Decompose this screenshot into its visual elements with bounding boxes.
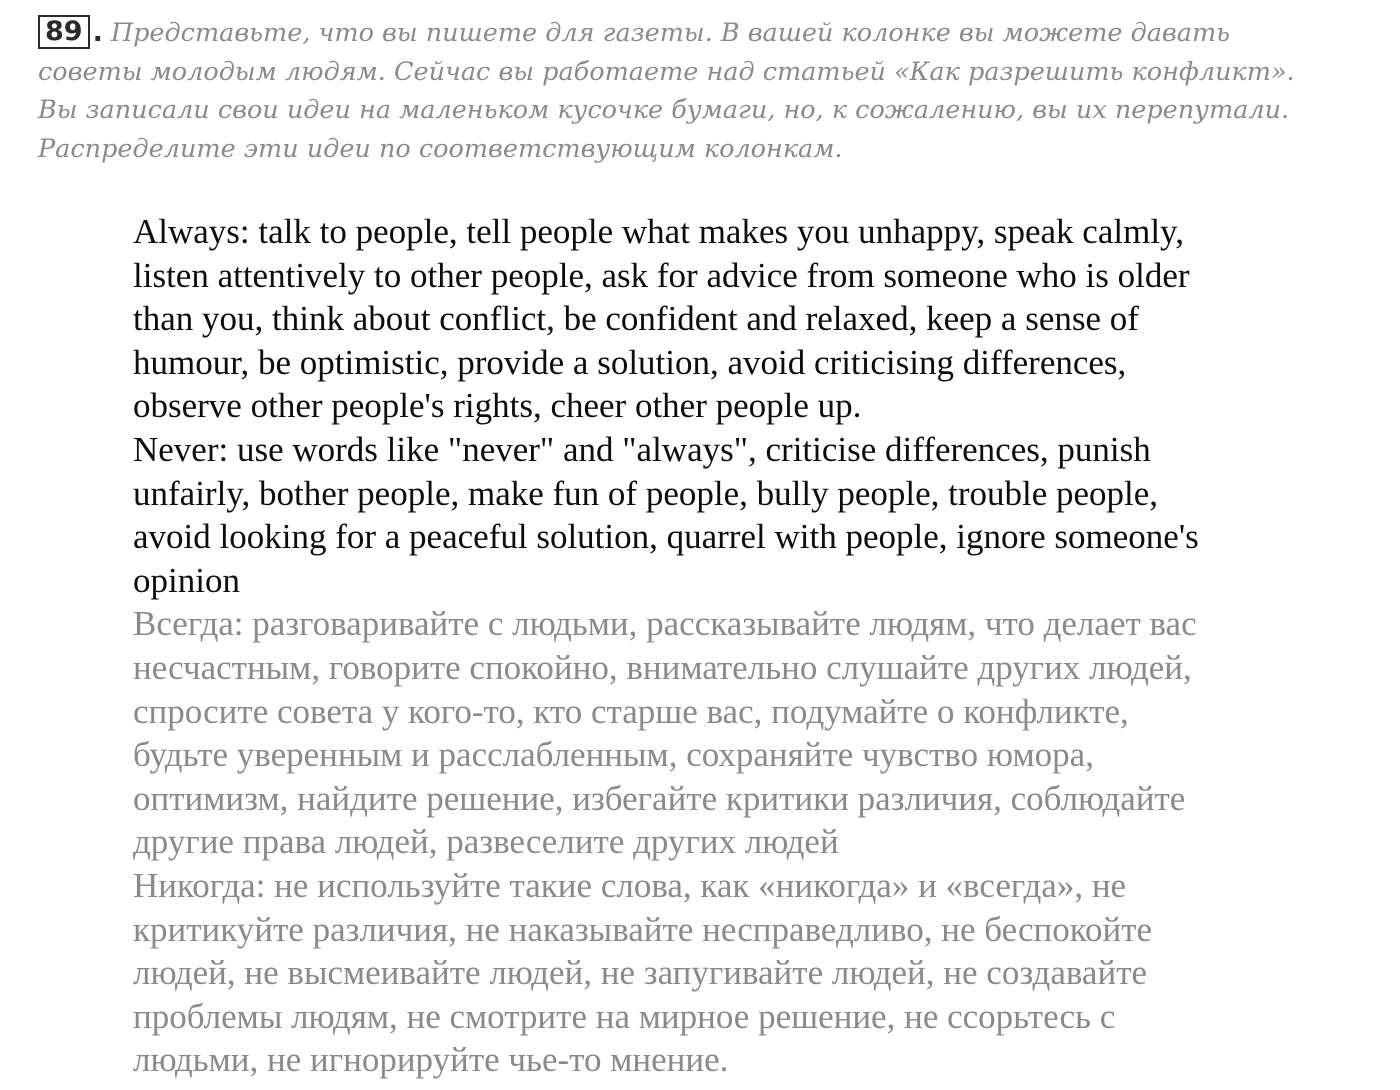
english-answer-line: humour, be optimistic, provide a solution, avoid criticising differences, (133, 342, 1127, 382)
task-text-line: Представьте, что вы пишете для газеты. В вашей колонке вы можете давать (110, 18, 1231, 48)
russian-translation-line: критикуйте различия, не наказывайте несправедливо, не беспокойте (133, 909, 1153, 949)
english-answer-line: avoid looking for a peaceful solution, quarrel with people, ignore someone's (133, 517, 1199, 557)
english-answer-line: Never: use words like "never" and "always", criticise differences, punish (133, 429, 1151, 469)
task-number-box: 89 (38, 15, 90, 49)
russian-translation-line: Никогда: не используйте такие слова, как «никогда» и «всегда», не (133, 865, 1127, 905)
russian-translation-line: несчастным, говорите спокойно, внимательно слушайте других людей, (133, 647, 1192, 687)
russian-translation (133, 602, 1353, 1082)
russian-translation-line: людей, не высмеивайте людей, не запугивайте людей, не создавайте (133, 953, 1148, 993)
task-prompt (38, 14, 1338, 168)
task-first-line (38, 14, 1338, 53)
russian-translation-line: другие права людей, развеселите других людей (133, 822, 839, 862)
russian-translation-line: оптимизм, найдите решение, избегайте критики различия, соблюдайте (133, 778, 1186, 818)
task-text-line: Распределите эти идеи по соответствующим колонкам. (38, 133, 843, 164)
russian-translation-line: проблемы людям, не смотрите на мирное решение, не ссорьтесь с (133, 996, 1116, 1036)
task-text-line: Вы записали свои идеи на маленьком кусочке бумаги, но, к сожалению, вы их перепутали. (38, 95, 1290, 125)
english-answer-line: opinion (133, 560, 240, 600)
russian-translation-line: спросите совета у кого-то, кто старше вас, подумайте о конфликте, (133, 691, 1129, 731)
russian-translation-line: будьте уверенным и расслабленным, сохраняйте чувство юмора, (133, 735, 1094, 775)
english-answer-line: than you, think about conflict, be confident and relaxed, keep a sense of (133, 299, 1139, 339)
english-answer (133, 210, 1353, 602)
russian-translation-line: людьми, не игнорируйте чье-то мнение. (133, 1040, 729, 1080)
task-number-dot: . (92, 17, 103, 48)
answer-block (133, 210, 1353, 1082)
russian-translation-line: Всегда: разговаривайте с людьми, рассказывайте людям, что делает вас (133, 604, 1197, 644)
english-answer-line: listen attentively to other people, ask for advice from someone who is older (133, 255, 1190, 295)
english-answer-line: unfairly, bother people, make fun of people, bully people, trouble people, (133, 473, 1159, 513)
task-text-line: советы молодым людям. Сейчас вы работаете над статьей «Как разрешить конфликт». (38, 56, 1295, 87)
english-answer-line: Always: talk to people, tell people what makes you unhappy, speak calmly, (133, 212, 1185, 251)
english-answer-line: observe other people's rights, cheer other people up. (133, 386, 862, 426)
